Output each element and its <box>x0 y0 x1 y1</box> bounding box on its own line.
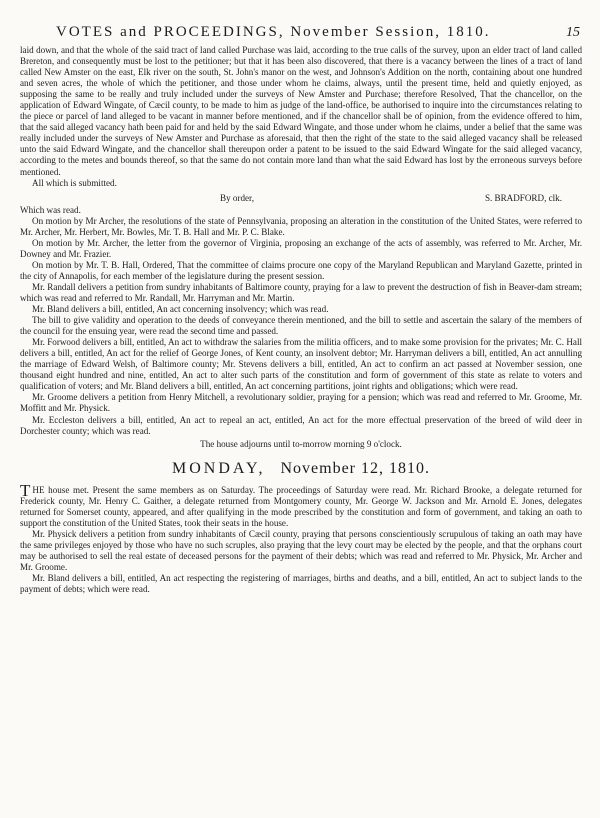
paragraph: Mr. Bland delivers a bill, entitled, An act concerning insolvency; which was read. <box>32 304 329 315</box>
paragraph: Mr. Bland delivers a bill, entitled, An act respecting the registering of marriages, births and deaths, and a bill, entitled, An act to subject lands to the payment of debts; which were read. <box>20 572 582 595</box>
date-heading-date: November 12, 1810. <box>280 459 430 477</box>
document-body <box>20 45 582 595</box>
date-heading-day: MONDAY, <box>172 459 266 477</box>
paragraph: On motion by Mr. T. B. Hall, Ordered, That the committee of claims procure one copy of the Maryland Republican and Maryland Gazette, printed in the city of Annapolis, for each member of the legislature during the present session. <box>20 259 582 281</box>
running-title: VOTES and PROCEEDINGS, November Session, 1810. <box>56 24 491 40</box>
paragraph: Mr. Randall delivers a petition from sundry inhabitants of Baltimore county, praying for a law to prevent the destruction of fish in Beaver-dam stream; which was read and referred to Mr. Randall, Mr. Harryman and Mr. Martin. <box>20 281 582 303</box>
paragraph <box>20 480 582 529</box>
paragraph: On motion by Mr. Archer, the letter from the governor of Virginia, proposing an exchange of the acts of assembly, was referred to Mr. Archer, Mr. Downey and Mr. Frazier. <box>20 237 582 259</box>
paragraph: The bill to give validity and operation to the deeds of conveyance therein mentioned, and the bill to settle and ascertain the salary of the members of the council for the ensuing year, were read the second time and passed. <box>20 315 582 337</box>
signature-block <box>20 192 582 204</box>
paragraph: laid down, and that the whole of the said tract of land called Purchase was laid, according to the true calls of the survey, upon an elder tract of land called Brereton, and consequently must be lost to the petitioner; but that it has been also discovered, that there is a vacancy between the lines of a tract of land called New Amster on the east, Elk river on the south, St. John's manor on the west, and Johnson's Addition on the north, containing about one hundred and seven acres, the whole of which the petitioner, and those under whom he claims, always, until the present time, held and quietly enjoyed, as supposing the same to be really and truly included under the surveys of New Amster and Purchase; therefore Resolved, That the chancellor, on the application of Edward Wingate, of Cæcil county, to be made to him as judge of the land-office, be authorised to inquire into the circumstances relating to the piece or parcel of land alleged to be vacant in manner before mentioned, and if the chancellor shall be of opinion, from the evidence offered to him, that the said alleged vacancy hath been paid for and held by the said Edward Wingate, and those under whom he claims, under a belief that the same was really included under the surveys of New Amster and Purchase as aforesaid, that then the right of the state to the said alleged vacancy shall be released unto the said Edward Wingate, and the chancellor shall thereupon order a patent to be issued to the said Edward Wingate for the said alleged vacancy, according to the metes and bounds thereof, so that the same do not contain more land than what the said Edward has lost by the erroneous surveys before mentioned. <box>20 45 582 177</box>
paragraph: Mr. Groome delivers a petition from Henry Mitchell, a revolutionary soldier, praying for a pension; which was read and referred to Mr. Groome, Mr. Moffitt and Mr. Physick. <box>20 392 582 414</box>
paragraph: Mr. Forwood delivers a bill, entitled, An act to withdraw the salaries from the militia officers, and to make some provision for the privates; Mr. C. Hall delivers a bill, entitled, An act for the relief of George Jones, of Kent county, an insolvent debtor; Mr. Harryman delivers a bill, entitled, An act annulling the marriage of Edward Welsh, of Baltimore county; Mr. Stevens delivers a bill, entitled, An act to confirm an act passed at November session, one thousand eight hundred and nine, entitled, An act to alter such parts of the constitution and form of government of this state as relate to voters and qualification of voters; and Mr. Bland delivers a bill, entitled, An act concerning partitions, joint rights and obligations; which were read. <box>20 337 582 392</box>
paragraph: Mr. Physick delivers a petition from sundry inhabitants of Cæcil county, praying that persons conscientiously scrupulous of taking an oath may have the same privileges enjoyed by those who have no such scruples, also praying that the levy court may be elected by the people, and that the orphans court may be authorised to sell the real estate of deceased persons for the payment of their debts; which was read and referred to Mr. Physick, Mr. Archer and Mr. Groome. <box>20 528 582 572</box>
drop-cap: T <box>20 480 31 500</box>
paragraph-text: HE house met. Present the same members as on Saturday. The proceedings of Saturday were read. Mr. Richard Brooke, a delegate returned for Frederick county, Mr. Henry C. Gaither, a delegate returned from Montgomery county, Mr. George W. Jackson and Mr. Arnold E. Jones, delegates returned for Somerset county, appeared, and after qualifying in the mode prescribed by the constitution and form of government, and taking an oath to support the constitution of the United States, took their seats in the house. <box>20 484 582 528</box>
paragraph: Which was read. <box>20 204 81 215</box>
paragraph: All which is submitted. <box>32 177 117 188</box>
running-header <box>56 24 582 41</box>
paragraph: Mr. Eccleston delivers a bill, entitled, An act to repeal an act, entitled, An act for the more effectual preservation of the breed of wild deer in Dorchester county; which was read. <box>20 414 582 436</box>
clerk-signature: S. BRADFORD, clk. <box>484 192 562 203</box>
adjournment-line: The house adjourns until to-morrow morning 9 o'clock. <box>200 438 402 449</box>
paragraph: On motion by Mr Archer, the resolutions of the state of Pennsylvania, proposing an alteration in the constitution of the United States, were referred to Mr. Archer, Mr. Herbert, Mr. Bowles, Mr. T. B. Hall and Mr. P. C. Blake. <box>20 215 582 237</box>
page-number: 15 <box>566 25 580 40</box>
date-heading <box>20 460 582 478</box>
by-order: By order, <box>220 192 254 203</box>
